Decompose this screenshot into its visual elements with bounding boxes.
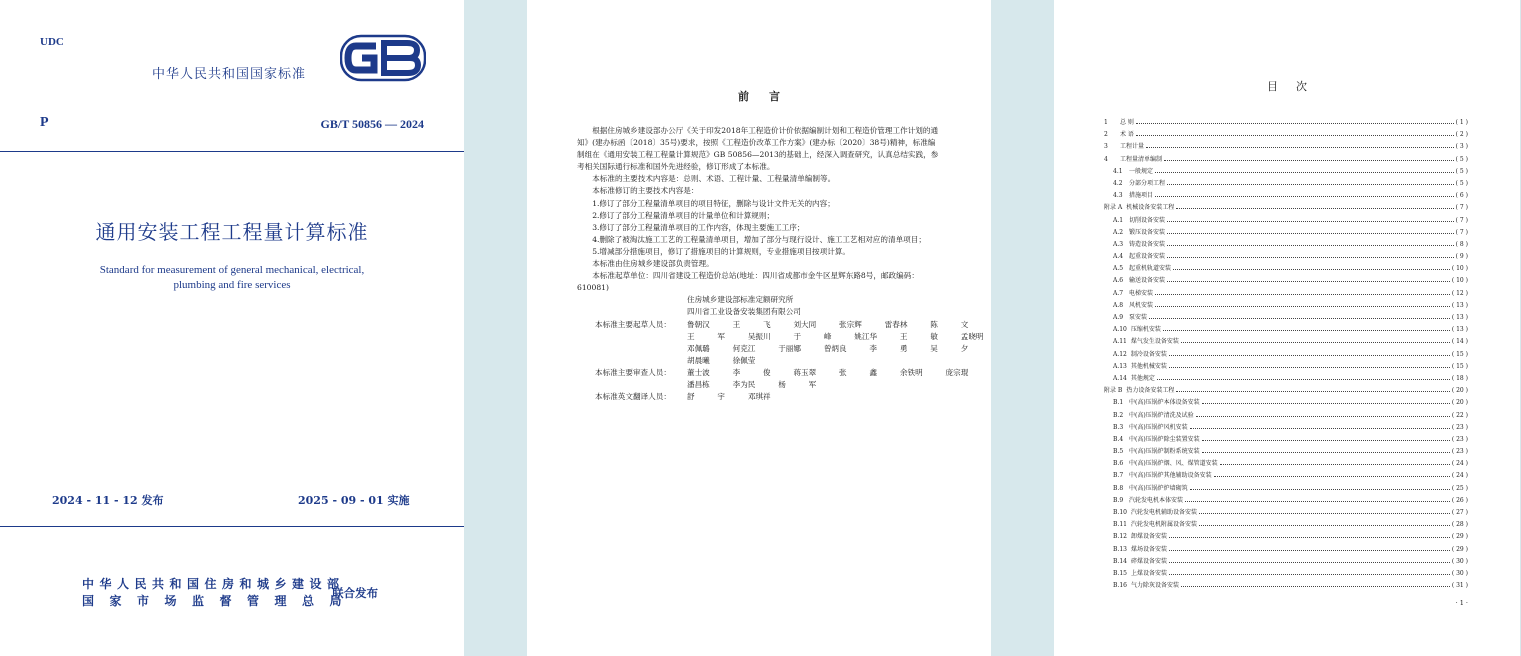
- toc-entry[interactable]: [1104, 275, 1468, 287]
- toc-entry-number: B.13: [1113, 545, 1127, 553]
- toc-leader-dots: [1169, 367, 1450, 368]
- english-title-line-2: plumbing and fire services: [173, 279, 291, 291]
- toc-entry-page: ( 5 ): [1455, 155, 1468, 163]
- toc-entry-page: ( 25 ): [1451, 484, 1468, 492]
- preface-paragraph: 本标准起草单位：四川省建设工程造价总站(地址：四川省成都市金牛区星辉东路8号，邮政编码：610081): [577, 271, 919, 293]
- preface-paragraph: 本标准由住房城乡建设部负责管理。: [592, 259, 714, 269]
- toc-leader-dots: [1169, 550, 1450, 551]
- toc-entry[interactable]: [1104, 507, 1468, 519]
- toc-entry[interactable]: [1104, 422, 1468, 434]
- drafters-row: [577, 319, 984, 367]
- toc-leader-dots: [1155, 172, 1454, 173]
- toc-leader-dots: [1220, 464, 1450, 465]
- toc-entry-title: 措施项目: [1129, 192, 1154, 200]
- toc-entry-title: 输送设备安装: [1129, 277, 1166, 285]
- translators-line: 舒 宇 邓琪祥: [687, 392, 771, 402]
- national-standard-label: 中华人民共和国国家标准: [152, 67, 307, 82]
- toc-entry-number: B.15: [1113, 569, 1127, 577]
- toc-leader-dots: [1202, 403, 1450, 404]
- cover-title: 通用安装工程工程量计算标准: [95, 220, 369, 244]
- toc-entry-title: 锻压设备安装: [1129, 228, 1166, 236]
- gb-logo: [340, 34, 426, 82]
- preface-org-2: 四川省工业设备安装集团有限公司: [687, 307, 801, 317]
- toc-entry[interactable]: [1104, 324, 1468, 336]
- toc-title: 目次: [1267, 80, 1325, 93]
- preface-paragraph: 4.删除了被淘汰施工工艺的工程量清单项目，增加了部分与现行设计、施工工艺相对应的清单项目；: [592, 234, 926, 244]
- toc-entry-title: 切削设备安装: [1129, 216, 1166, 224]
- toc-leader-dots: [1167, 221, 1454, 222]
- toc-entry-number: B.11: [1113, 521, 1127, 529]
- english-title-line-1: Standard for measurement of general mechanical, electrical,: [99, 264, 365, 276]
- toc-entry-title: 其他规定: [1130, 374, 1155, 382]
- toc-entry[interactable]: [1104, 129, 1468, 141]
- preface-body: [577, 125, 984, 403]
- toc-entry[interactable]: [1104, 263, 1468, 275]
- toc-entry-page: ( 10 ): [1451, 277, 1468, 285]
- toc-list: [1104, 117, 1468, 592]
- issuer-1: 中华人民共和国住房和城乡建设部: [82, 577, 345, 591]
- toc-entry[interactable]: [1104, 141, 1468, 153]
- toc-entry-title: 热力设备安装工程: [1126, 387, 1175, 395]
- toc-entry[interactable]: [1104, 336, 1468, 348]
- toc-entry-page: ( 27 ): [1451, 509, 1468, 516]
- toc-entry-number: B.5: [1113, 448, 1124, 456]
- toc-entry[interactable]: [1104, 531, 1468, 543]
- toc-entry[interactable]: [1104, 239, 1468, 251]
- toc-entry-number: A.11: [1113, 338, 1127, 346]
- toc-entry-number: A.3: [1113, 240, 1124, 248]
- toc-leader-dots: [1181, 342, 1450, 343]
- cover-english-title: [0, 263, 464, 293]
- toc-entry-page: ( 14 ): [1451, 338, 1468, 346]
- toc-entry-page: ( 8 ): [1455, 240, 1468, 248]
- toc-leader-dots: [1190, 489, 1450, 490]
- toc-leader-dots: [1181, 586, 1450, 587]
- toc-entry-number: A.9: [1113, 314, 1124, 321]
- preface-paragraph: 5.增减部分措施项目，修订了措施项目的计算规则，专业措施项目按项计算。: [592, 246, 851, 256]
- toc-entry-page: ( 20 ): [1451, 399, 1468, 407]
- toc-entry-number: A.12: [1113, 350, 1127, 358]
- toc-leader-dots: [1176, 391, 1450, 392]
- toc-entry-title: 压缩机安装: [1130, 326, 1161, 334]
- toc-entry-number: 4.3: [1113, 192, 1123, 200]
- toc-entry[interactable]: [1104, 227, 1468, 239]
- toc-page: [1054, 0, 1520, 656]
- toc-entry-number: B.8: [1113, 484, 1124, 492]
- toc-entry-title: 起重设备安装: [1129, 253, 1166, 261]
- issue-date: 2024 - 11 - 12 发布: [52, 494, 164, 507]
- toc-leader-dots: [1169, 537, 1450, 538]
- toc-leader-dots: [1167, 233, 1454, 234]
- toc-entry-number: A.2: [1113, 228, 1124, 236]
- toc-entry[interactable]: [1104, 361, 1468, 373]
- toc-entry-number: A.10: [1113, 326, 1127, 334]
- toc-entry-number: B.10: [1113, 509, 1127, 516]
- toc-entry-title: 总 则: [1120, 119, 1134, 126]
- toc-entry-title: 中(高)压锅炉其他辅助设备安装: [1129, 472, 1212, 480]
- toc-entry-title: 工程量清单编制: [1120, 155, 1163, 163]
- cover-page: [0, 0, 464, 656]
- toc-entry-title: 泵安装: [1129, 314, 1148, 321]
- preface-paragraph: 根据住房城乡建设部办公厅《关于印发2018年工程造价计价依据编制计划和工程造价管理工作计划的通知》(建办标函〔2018〕35号)要求，按照《工程造价改革工作方案》(建办标〔2020〕38号)精神，标准编制组在《通用安装工程工程量计算规范》GB 50856—2013的基础上，经深入调查研究，认真总结实践，参考相关国际通行标准和国外先进经验，修订形成了本标准。: [577, 126, 939, 172]
- toc-leader-dots: [1155, 294, 1450, 295]
- toc-entry[interactable]: [1104, 580, 1468, 592]
- reviewers-row: [577, 367, 969, 391]
- toc-leader-dots: [1167, 281, 1450, 282]
- toc-leader-dots: [1202, 440, 1450, 441]
- toc-entry-number: B.1: [1113, 399, 1124, 407]
- toc-entry-page: ( 3 ): [1455, 143, 1468, 151]
- toc-entry-number: B.7: [1113, 472, 1124, 480]
- toc-entry-title: 制冷设备安装: [1130, 350, 1167, 358]
- toc-entry-page: ( 31 ): [1451, 582, 1468, 590]
- toc-entry-page: ( 5 ): [1455, 167, 1468, 175]
- toc-leader-dots: [1167, 184, 1454, 185]
- toc-entry[interactable]: [1104, 446, 1468, 458]
- toc-leader-dots: [1199, 525, 1450, 526]
- toc-entry-number: B.12: [1113, 533, 1127, 541]
- toc-entry[interactable]: [1104, 202, 1468, 214]
- toc-entry-number: B.9: [1113, 496, 1124, 504]
- toc-leader-dots: [1136, 135, 1454, 136]
- toc-entry[interactable]: [1104, 178, 1468, 190]
- effective-date: 2025 - 09 - 01 实施: [298, 494, 410, 507]
- toc-entry-number: A.7: [1113, 289, 1124, 297]
- toc-entry-page: ( 10 ): [1451, 265, 1468, 273]
- preface-paragraphs: [577, 125, 939, 294]
- toc-entry-page: ( 22 ): [1451, 411, 1468, 419]
- preface-paragraph: 本标准的主要技术内容是：总则、术语、工程计量、工程量清单编制等。: [592, 174, 836, 184]
- toc-entry-page: ( 13 ): [1451, 314, 1468, 321]
- toc-entry-title: 中(高)压锅炉本体设备安装: [1129, 399, 1200, 407]
- toc-entry-page: ( 23 ): [1451, 435, 1468, 443]
- toc-entry-number: B.3: [1113, 423, 1124, 431]
- toc-entry-title: 中(高)压锅炉制粉系统安装: [1129, 448, 1200, 456]
- toc-entry-page: ( 1 ): [1455, 119, 1468, 126]
- toc-entry-number: 3: [1104, 143, 1108, 151]
- toc-leader-dots: [1173, 269, 1450, 270]
- toc-leader-dots: [1190, 428, 1450, 429]
- toc-entry-page: ( 13 ): [1451, 326, 1468, 334]
- toc-entry-title: 煤场设备安装: [1130, 545, 1167, 553]
- drafters-names: [687, 319, 984, 367]
- toc-entry[interactable]: [1104, 385, 1468, 397]
- joint-issue-label: 联合发布: [332, 586, 378, 600]
- toc-entry[interactable]: [1104, 373, 1468, 385]
- toc-entry-number: A.6: [1113, 277, 1124, 285]
- toc-entry-page: ( 12 ): [1451, 289, 1468, 297]
- toc-entry-page: ( 9 ): [1455, 253, 1468, 261]
- toc-entry-number: B.6: [1113, 460, 1124, 468]
- toc-entry-page: ( 24 ): [1451, 460, 1468, 468]
- translators-label: 本标准英文翻译人员：: [595, 392, 671, 402]
- toc-entry-title: 其他机械安装: [1130, 362, 1167, 370]
- toc-entry-title: 汽轮发电机本体安装: [1129, 496, 1184, 504]
- toc-entry-page: ( 7 ): [1455, 228, 1468, 236]
- toc-entry-page: ( 28 ): [1451, 521, 1468, 529]
- toc-entry-title: 汽轮发电机附属设备安装: [1130, 521, 1197, 529]
- toc-leader-dots: [1136, 123, 1454, 124]
- toc-entry-page: ( 7 ): [1455, 204, 1468, 212]
- toc-entry-page: ( 24 ): [1451, 472, 1468, 480]
- toc-entry[interactable]: [1104, 166, 1468, 178]
- toc-entry-page: ( 23 ): [1451, 448, 1468, 456]
- toc-entry-number: 4: [1104, 155, 1108, 163]
- standard-code: GB/T 50856 — 2024: [320, 117, 424, 131]
- toc-entry[interactable]: [1104, 117, 1468, 129]
- toc-leader-dots: [1163, 330, 1450, 331]
- toc-entry-title: 起重机轨道安装: [1129, 265, 1172, 273]
- reviewers-line: 董士波 李 俊 蒋玉翠 张 鑫 余铁明 庞宗琨: [687, 367, 969, 377]
- toc-entry-title: 铸造设备安装: [1129, 240, 1166, 248]
- cover-top-rule: [0, 151, 464, 152]
- toc-entry-title: 电梯安装: [1129, 289, 1154, 297]
- toc-entry[interactable]: [1104, 312, 1468, 324]
- toc-leader-dots: [1146, 147, 1454, 148]
- toc-entry-title: 一般规定: [1129, 167, 1154, 175]
- toc-entry-page: ( 29 ): [1451, 545, 1468, 553]
- toc-leader-dots: [1199, 513, 1450, 514]
- preface-paragraph: 3.修订了部分工程量清单项目的工作内容，体现主要施工工序；: [592, 222, 805, 232]
- toc-leader-dots: [1169, 574, 1450, 575]
- page-number: · 1 ·: [1455, 599, 1468, 607]
- drafters-label: 本标准主要起草人员：: [595, 319, 671, 329]
- drafters-line: 鲁朝汉 王 飞 刘大同 张宗辉 雷春林 陈 文: [687, 319, 969, 329]
- toc-entry-page: ( 5 ): [1455, 179, 1468, 187]
- toc-entry-page: ( 20 ): [1451, 387, 1468, 395]
- toc-leader-dots: [1196, 416, 1450, 417]
- toc-entry[interactable]: [1104, 544, 1468, 556]
- toc-entry-number: A.4: [1113, 253, 1124, 261]
- toc-entry-number: 附录 A: [1104, 204, 1123, 212]
- toc-entry-number: A.14: [1113, 374, 1127, 382]
- toc-leader-dots: [1149, 318, 1450, 319]
- toc-entry-number: A.5: [1113, 265, 1124, 273]
- toc-entry[interactable]: [1104, 300, 1468, 312]
- toc-entry[interactable]: [1104, 483, 1468, 495]
- toc-entry[interactable]: [1104, 349, 1468, 361]
- toc-entry[interactable]: [1104, 495, 1468, 507]
- translators-names: [687, 391, 939, 403]
- toc-entry-page: ( 18 ): [1451, 374, 1468, 382]
- toc-leader-dots: [1155, 196, 1454, 197]
- toc-entry[interactable]: [1104, 251, 1468, 263]
- toc-entry-number: A.8: [1113, 301, 1124, 309]
- toc-entry-page: ( 30 ): [1451, 557, 1468, 565]
- toc-entry-number: 附录 B: [1104, 387, 1123, 395]
- cover-bottom-rule: [0, 526, 464, 527]
- toc-entry-page: ( 15 ): [1451, 362, 1468, 370]
- issuer-block: [82, 576, 357, 610]
- preface-page: [527, 0, 991, 656]
- toc-entry-number: B.16: [1113, 582, 1127, 590]
- toc-entry-number: A.13: [1113, 362, 1127, 370]
- drafters-line: 王 军 吴振川 于 峰 姚江华 王 敏 孟晓明: [687, 331, 984, 341]
- toc-entry[interactable]: [1104, 215, 1468, 227]
- preface-paragraph: 1.修订了部分工程量清单项目的项目特征，删除与设计文件无关的内容；: [592, 198, 835, 208]
- toc-entry-title: 中(高)压锅炉风机安装: [1129, 423, 1188, 431]
- reviewers-label: 本标准主要审查人员：: [595, 367, 671, 377]
- toc-entry[interactable]: [1104, 556, 1468, 568]
- toc-leader-dots: [1157, 379, 1450, 380]
- toc-entry-title: 煤气发生设备安装: [1130, 338, 1179, 346]
- toc-entry-page: ( 15 ): [1451, 350, 1468, 358]
- udc-label: UDC: [40, 36, 64, 48]
- toc-entry[interactable]: [1104, 288, 1468, 300]
- toc-leader-dots: [1169, 355, 1450, 356]
- toc-entry-number: B.2: [1113, 411, 1124, 419]
- toc-entry-page: ( 23 ): [1451, 423, 1468, 431]
- toc-entry-title: 中(高)压锅炉清洗及试验: [1129, 411, 1194, 419]
- toc-entry-title: 卸煤设备安装: [1130, 533, 1167, 541]
- toc-leader-dots: [1214, 476, 1450, 477]
- toc-entry-title: 机械设备安装工程: [1126, 204, 1175, 212]
- toc-entry[interactable]: [1104, 458, 1468, 470]
- toc-entry-number: B.14: [1113, 557, 1127, 565]
- preface-title: 前言: [738, 90, 800, 103]
- toc-entry[interactable]: [1104, 519, 1468, 531]
- toc-entry[interactable]: [1104, 470, 1468, 482]
- category-letter: P: [40, 115, 49, 130]
- drafters-line: 邓佩璐 何克江 于丽娜 曾炳良 李 勇 吴 夕: [687, 343, 969, 353]
- reviewers-names: [687, 367, 968, 391]
- toc-entry-page: ( 29 ): [1451, 533, 1468, 541]
- toc-entry-title: 碎煤设备安装: [1130, 557, 1167, 565]
- toc-entry-title: 中(高)压锅炉炉墙砌筑: [1129, 484, 1188, 492]
- toc-entry-title: 中(高)压锅炉除尘装置安装: [1129, 435, 1200, 443]
- translators-row: [577, 391, 939, 403]
- toc-entry-title: 中(高)压锅炉烟、风、煤管道安装: [1129, 460, 1218, 468]
- toc-entry[interactable]: [1104, 190, 1468, 202]
- toc-entry[interactable]: [1104, 434, 1468, 446]
- toc-entry-title: 汽轮发电机辅助设备安装: [1130, 509, 1197, 516]
- reviewers-line: 潘昌栋 李为民 杨 军: [687, 379, 817, 389]
- toc-entry[interactable]: [1104, 568, 1468, 580]
- toc-entry-title: 风机安装: [1129, 301, 1154, 309]
- toc-entry-page: ( 6 ): [1455, 192, 1468, 200]
- drafters-line: 胡晨曦 徐佩莹: [687, 355, 756, 365]
- issuer-2: 国家市场监督管理总局: [82, 594, 358, 608]
- toc-entry-number: 4.1: [1113, 167, 1123, 175]
- preface-paragraph: 2.修订了部分工程量清单项目的计量单位和计算规则；: [592, 210, 775, 220]
- toc-leader-dots: [1185, 501, 1450, 502]
- toc-entry-title: 工程计量: [1120, 143, 1145, 151]
- toc-entry-page: ( 30 ): [1451, 569, 1468, 577]
- toc-entry-number: A.1: [1113, 216, 1124, 224]
- toc-leader-dots: [1167, 245, 1454, 246]
- toc-entry[interactable]: [1104, 154, 1468, 166]
- toc-leader-dots: [1155, 306, 1450, 307]
- toc-entry-page: ( 7 ): [1455, 216, 1468, 224]
- toc-entry[interactable]: [1104, 410, 1468, 422]
- toc-entry-page: ( 26 ): [1451, 496, 1468, 504]
- toc-entry-number: B.4: [1113, 435, 1124, 443]
- toc-leader-dots: [1167, 257, 1454, 258]
- preface-paragraph: 本标准修订的主要技术内容是：: [592, 186, 699, 196]
- toc-entry-title: 气力除灰设备安装: [1130, 582, 1179, 590]
- preface-org-1: 住房城乡建设部标准定额研究所: [687, 295, 794, 305]
- toc-entry-number: 1: [1104, 119, 1108, 126]
- toc-entry[interactable]: [1104, 397, 1468, 409]
- toc-entry-title: 上煤设备安装: [1130, 569, 1167, 577]
- toc-entry-number: 2: [1104, 131, 1108, 139]
- toc-leader-dots: [1169, 562, 1450, 563]
- toc-entry-number: 4.2: [1113, 179, 1123, 187]
- toc-entry-title: 术 语: [1120, 131, 1134, 139]
- toc-entry-page: ( 13 ): [1451, 301, 1468, 309]
- toc-leader-dots: [1176, 208, 1453, 209]
- toc-entry-title: 分部分项工程: [1129, 179, 1166, 187]
- toc-leader-dots: [1164, 160, 1454, 161]
- toc-entry-page: ( 2 ): [1455, 131, 1468, 139]
- toc-leader-dots: [1202, 452, 1450, 453]
